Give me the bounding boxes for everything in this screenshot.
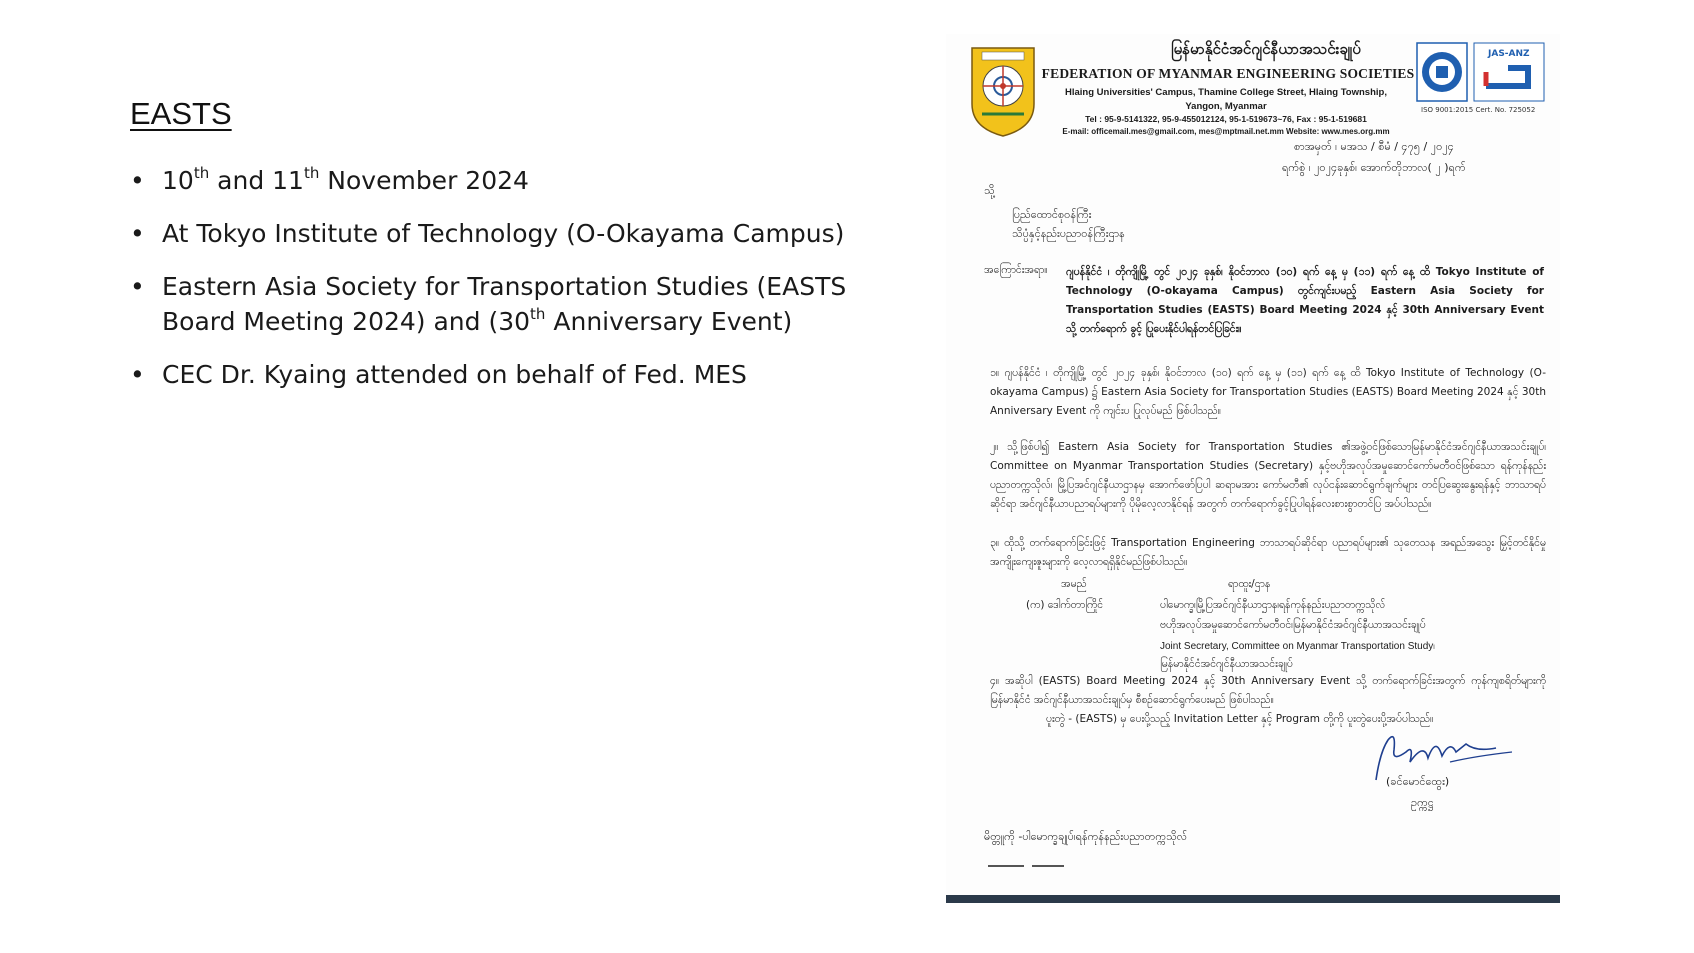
attendee-role-4: မြန်မာနိုင်ငံအင်ဂျင်နီယာအသင်းချုပ် xyxy=(1160,658,1293,670)
cut-off-text-icon xyxy=(984,860,1104,868)
letterhead-english: FEDERATION OF MYANMAR ENGINEERING SOCIETIES xyxy=(1041,66,1415,81)
letterhead-email: E-mail: officemail.mes@gmail.com, mes@mptmail.net.mm Website: www.mes.org.mm xyxy=(1062,127,1390,136)
letterhead-burmese: မြန်မာနိုင်ငံအင်ဂျင်နီယာအသင်းချုပ် xyxy=(1171,40,1361,58)
letterhead-address: Hlaing Universities' Campus, Thamine College Street, Hlaing Township, xyxy=(1065,87,1387,98)
letter-enclosure: ပူးတွဲ - (EASTS) မှ ပေးပို့သည့် Invitation Letter နှင့် Program တို့ကို ပူးတွဲပေးပို့အပ်ပါသည်။ xyxy=(1046,713,1434,725)
attendee-name: (က) ဒေါက်တာကြိုင် xyxy=(1026,599,1104,611)
subject-text: ဂျပန်နိုင်ငံ ၊ တိုကျိုမြို့ တွင် ၂၀၂၄ ခုနှစ်၊ နိုဝင်ဘာလ (၁၀) ရက် နေ့ မှ (၁၁) ရက် နေ့ ထိ Tokyo Institute of Technology (O-okayama Campus) တွင်ကျင်းပမည့် Eastern Asia Society for Transportation Studies (EASTS) Board Meeting 2024 နှင့် 30th Anniversary Event သို့ တက်ရောက် ခွင့် ပြုပေးနိုင်ပါရန်တင်ပြခြင်း။ xyxy=(1066,266,1544,335)
bullet-text: At Tokyo Institute of Technology (O-Okayama Campus) xyxy=(162,219,845,248)
bullet-superscript: th xyxy=(303,163,320,182)
copy-to: မိတ္တူကို -ပါမောက္ခချုပ်၊ရန်ကုန်နည်းပညာတက္ကသိုလ် xyxy=(984,830,1188,843)
bullet-item-event xyxy=(130,269,890,339)
cert-caption: ISO 9001:2015 Cert. No. 725052 xyxy=(1421,106,1536,114)
subject-label: အကြောင်းအရာ။ xyxy=(984,264,1048,276)
table-head-role: ရာထူး/ဌာန xyxy=(1228,578,1271,590)
letter-paragraph-4: ၄။ အဆိုပါ (EASTS) Board Meeting 2024 နှင့် 30th Anniversary Event သို့ တက်ရောက်ခြင်းအတွက် ကုန်ကျစရိတ်များကို မြန်မာနိုင်ငံ အင်ဂျင်နီယာအသင်းချုပ်မှ စီစဉ်ဆောင်ရွက်ပေးမည် ဖြစ်ပါသည်။ xyxy=(990,675,1546,706)
signer-name: (ခင်မောင်ထွေး) xyxy=(1386,775,1450,788)
certification-logo-icon xyxy=(1416,42,1546,104)
letterhead-city: Yangon, Myanmar xyxy=(1185,101,1267,112)
bullet-item-dates xyxy=(130,163,890,198)
bullet-text: 10 xyxy=(162,166,194,195)
bullet-text: Anniversary Event) xyxy=(545,307,793,336)
recipient-line-2: သိပ္ပံနှင့်နည်းပညာဝန်ကြီးဌာန xyxy=(1012,227,1125,240)
bullet-text: Eastern Asia Society for Transportation Studies (EASTS Board Meeting 2024) and (30 xyxy=(162,272,847,336)
letter-scan-image xyxy=(946,34,1560,903)
letter-paragraph-1: ၁။ ဂျပန်နိုင်ငံ ၊ တိုကျိုမြို့ တွင် ၂၀၂၄ ခုနှစ်၊ နိုဝင်ဘာလ (၁၀) ရက် နေ့ မှ (၁၁) ရက် နေ့ ထိ Tokyo Institute of Technology (O-okayama Campus) ၌ Eastern Asia Society for Transportation Studies (EASTS) Board Meeting 2024 နှင့် 30th Anniversary Event ကို ကျင်းပ ပြုလုပ်မည် ဖြစ်ပါသည်။ xyxy=(990,367,1546,417)
bullet-text: November 2024 xyxy=(319,166,529,195)
letter-date: ရက်စွဲ ၊ ၂၀၂၄ခုနှစ်၊ အောက်တိုဘာလ( ၂ )ရက် xyxy=(1282,161,1466,174)
bullet-item-attendee xyxy=(130,357,890,392)
bullet-item-venue xyxy=(130,216,890,251)
attendee-role-2: ဗဟိုအလုပ်အမှုဆောင်ကော်မတီဝင်၊မြန်မာနိုင်ငံအင်ဂျင်နီယာအသင်းချုပ် xyxy=(1160,619,1426,631)
table-head-name: အမည် xyxy=(1061,578,1087,590)
fmes-seal-icon xyxy=(968,44,1038,138)
bullet-superscript: th xyxy=(193,163,210,182)
bullet-text: CEC Dr. Kyaing attended on behalf of Fed. MES xyxy=(162,360,747,389)
bullet-marker: • xyxy=(130,166,145,195)
attendee-role-3: Joint Secretary, Committee on Myanmar Transportation Study၊ xyxy=(1160,641,1435,652)
bullet-marker: • xyxy=(130,360,145,389)
letterhead-phone: Tel : 95-9-5141322, 95-9-455012124, 95-1-519673~76, Fax : 95-1-519681 xyxy=(1085,114,1367,124)
recipient-line-1: ပြည်ထောင်စုဝန်ကြီး xyxy=(1012,208,1092,221)
bullet-text: and 11 xyxy=(209,166,304,195)
letter-to: သို့ xyxy=(984,184,995,197)
bullet-superscript: th xyxy=(530,304,546,323)
bullet-list xyxy=(130,163,890,410)
signer-title: ဥက္ကဋ္ဌ xyxy=(1411,796,1434,809)
scan-bottom-bar xyxy=(946,895,1560,903)
bullet-marker: • xyxy=(130,272,145,301)
cert-label: JAS-ANZ xyxy=(1488,49,1530,59)
attendee-role-1: ပါမောက္ခ၊မြို့ပြအင်ဂျင်နီယာဌာန၊ရန်ကုန်နည်းပညာတက္ကသိုလ် xyxy=(1160,599,1386,611)
letter-reference: စာအမှတ် ၊ မအသ / စီမံ / ၄၇၅ / ၂၀၂၄ xyxy=(1294,140,1454,153)
bullet-marker: • xyxy=(130,219,145,248)
letter-paragraph-3: ၃။ ထိုသို့ တက်ရောက်ခြင်းဖြင့် Transportation Engineering ဘာသာရပ်ဆိုင်ရာ ပညာရပ်များ၏ သုတေသန အရည်အသွေး မြှင့်တင်နိုင်မှု အကျိုးကျေးဇူးများကို လေ့လာရရှိနိုင်မည်ဖြစ်ပါသည်။ xyxy=(990,537,1546,568)
slide-title: EASTS xyxy=(130,96,232,131)
letter-paragraph-2: ၂။ သို့ဖြစ်ပါ၍ Eastern Asia Society for Transportation Studies ၏အဖွဲ့ဝင်ဖြစ်သောမြန်မာနိုင်ငံအင်ဂျင်နီယာအသင်းချုပ်၊ Committee on Myanmar Transportation Studies (Secretary) နှင့်ဗဟိုအလုပ်အမှုဆောင်ကော်မတီဝင်ဖြစ်သော ရန်ကုန်နည်းပညာတက္ကသိုလ်၊ မြို့ပြအင်ဂျင်နီယာဌာနမှ အောက်ဖော်ပြပါ ဆရာမအား ကော်မတီ၏ လုပ်ငန်းဆောင်ရွက်ချက်များ တင်ပြဆွေးနွေးရန်နှင့် ဘာသာရပ်ဆိုင်ရာ အင်ဂျင်နီယာပညာရပ်များကို ပိုမိုလေ့လာနိုင်ရန် အတွက် တက်ရောက်ခွင့်ပြုပါရန်လေးစားစွာတင်ပြ အပ်ပါသည်။ xyxy=(990,441,1546,510)
